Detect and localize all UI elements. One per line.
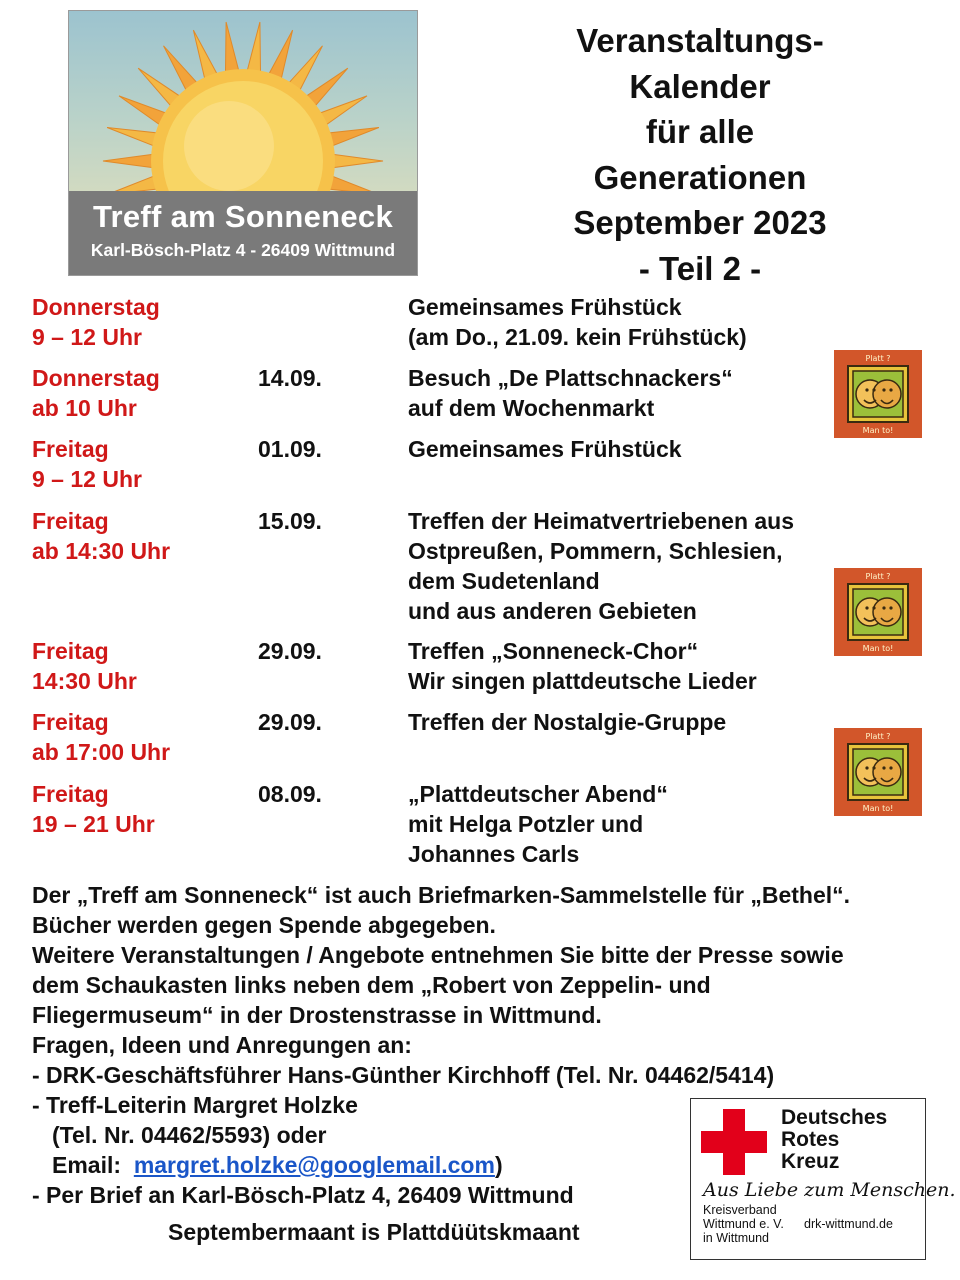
sun-icon: [69, 11, 417, 201]
event-desc-line: Treffen der Nostalgie-Gruppe: [408, 709, 727, 735]
heading-line: Generationen: [593, 158, 807, 196]
platt-bottom-text: Man to!: [862, 426, 894, 435]
event-time: ab 17:00 Uhr: [32, 739, 171, 765]
drk-name-line: Kreuz: [781, 1150, 840, 1173]
drk-sub-line: Wittmund e. V.: [703, 1217, 784, 1231]
contact-phone: (Tel. Nr. 04462/5593) oder: [52, 1122, 327, 1148]
event-date: 01.09.: [258, 436, 322, 462]
email-label: Email:: [52, 1152, 122, 1178]
drk-sub-line: Kreisverband: [703, 1203, 777, 1217]
email-close: ): [494, 1152, 503, 1178]
platt-top-text: Platt ?: [865, 354, 891, 363]
event-weekday: Freitag: [32, 436, 109, 462]
contact-drk: - DRK-Geschäftsführer Hans-Günther Kirchhoff (Tel. Nr. 04462/5414): [32, 1062, 775, 1088]
heading-line: September 2023: [573, 204, 827, 241]
event-description: [408, 506, 794, 626]
platt-logo-icon: [834, 728, 922, 816]
event-weekday: Freitag: [32, 781, 109, 807]
drk-sub-line: in Wittmund: [703, 1231, 769, 1245]
event-desc-line: „Plattdeutscher Abend“: [408, 781, 668, 807]
event-description: [408, 636, 757, 696]
email-link[interactable]: margret.holzke@googlemail.com: [133, 1152, 495, 1178]
event-time: 19 – 21 Uhr: [32, 811, 155, 837]
drk-name: [781, 1107, 887, 1173]
event-date: 29.09.: [258, 638, 322, 664]
platt-bottom-text: Man to!: [862, 644, 894, 653]
logo-title: Treff am Sonneneck: [93, 199, 393, 234]
event-weekday: Donnerstag: [32, 294, 160, 320]
event-day: [32, 292, 160, 352]
event-desc-line: Treffen der Heimatvertriebenen aus: [408, 508, 795, 534]
platt-top-text: Platt ?: [865, 572, 891, 581]
platt-logo-icon: [834, 568, 922, 656]
info-line: Fliegermuseum“ in der Drostenstrasse in Wittmund.: [32, 1002, 602, 1028]
event-description: [408, 707, 726, 737]
event-time: 9 – 12 Uhr: [32, 324, 142, 350]
platt-bottom-text: Man to!: [862, 804, 894, 813]
drk-website: drk-wittmund.de: [804, 1217, 893, 1231]
info-line: Weitere Veranstaltungen / Angebote entnehmen Sie bitte der Presse sowie: [32, 942, 844, 968]
info-line: Bücher werden gegen Spende abgegeben.: [32, 912, 496, 938]
contact-leader: - Treff-Leiterin Margret Holzke: [32, 1092, 358, 1118]
event-desc-line: Treffen „Sonneneck-Chor“: [408, 638, 699, 664]
event-description: [408, 363, 733, 423]
event-day: [32, 707, 170, 767]
event-weekday: Freitag: [32, 508, 109, 534]
info-line: dem Schaukasten links neben dem „Robert von Zeppelin- und: [32, 972, 711, 998]
event-description: [408, 292, 747, 352]
event-day: [32, 636, 137, 696]
event-desc-line: Besuch „De Plattschnackers“: [408, 365, 733, 391]
event-desc-line: Wir singen plattdeutsche Lieder: [408, 668, 757, 694]
event-description: [408, 434, 682, 464]
contact-letter: - Per Brief an Karl-Bösch-Platz 4, 26409 Wittmund: [32, 1182, 574, 1208]
event-desc-line: Gemeinsames Frühstück: [408, 436, 682, 462]
platt-top-text: Platt ?: [865, 732, 891, 741]
platt-logo-icon: [834, 350, 922, 438]
event-time: ab 14:30 Uhr: [32, 538, 171, 564]
heading-line: Kalender: [629, 67, 771, 105]
event-day: [32, 506, 170, 566]
logo-band: [69, 191, 417, 275]
event-day: [32, 434, 142, 494]
event-desc-line: Ostpreußen, Pommern, Schlesien,: [408, 538, 783, 564]
event-desc-line: mit Helga Potzler und: [408, 811, 644, 837]
event-date: 29.09.: [258, 709, 322, 735]
event-desc-line: Gemeinsames Frühstück: [408, 294, 682, 320]
event-time: 9 – 12 Uhr: [32, 466, 142, 492]
event-desc-line: auf dem Wochenmarkt: [408, 395, 655, 421]
event-desc-line: dem Sudetenland: [408, 568, 600, 594]
drk-logo: [690, 1098, 956, 1260]
event-date: 15.09.: [258, 508, 322, 534]
footer-motto: Septembermaant is Plattdüütskmaant: [168, 1219, 580, 1245]
event-day: [32, 363, 160, 423]
event-weekday: Donnerstag: [32, 365, 160, 391]
drk-name-line: Deutsches: [781, 1106, 888, 1129]
event-day: [32, 779, 155, 839]
drk-name-line: Rotes: [781, 1128, 840, 1151]
event-time: ab 10 Uhr: [32, 395, 137, 421]
drk-slogan: Aus Liebe zum Menschen.: [703, 1179, 956, 1201]
heading-line: Veranstaltungs-: [576, 22, 824, 59]
heading-line: - Teil 2 -: [638, 249, 762, 287]
treff-logo: [68, 10, 418, 276]
calendar-heading: [520, 18, 880, 291]
event-date: 14.09.: [258, 365, 322, 391]
event-desc-line: und aus anderen Gebieten: [408, 598, 697, 624]
event-time: 14:30 Uhr: [32, 668, 137, 694]
event-description: [408, 779, 668, 869]
event-desc-line: (am Do., 21.09. kein Frühstück): [408, 324, 747, 350]
heading-line: für alle: [645, 113, 755, 150]
red-cross-icon: [701, 1109, 767, 1175]
event-weekday: Freitag: [32, 709, 109, 735]
event-desc-line: Johannes Carls: [408, 841, 580, 867]
info-line: Der „Treff am Sonneneck“ ist auch Briefmarken-Sammelstelle für „Bethel“.: [32, 882, 851, 908]
drk-subtitle: [703, 1203, 784, 1245]
logo-address: Karl-Bösch-Platz 4 - 26409 Wittmund: [90, 240, 396, 260]
event-date: 08.09.: [258, 781, 322, 807]
info-line: Fragen, Ideen und Anregungen an:: [32, 1032, 412, 1058]
event-weekday: Freitag: [32, 638, 109, 664]
